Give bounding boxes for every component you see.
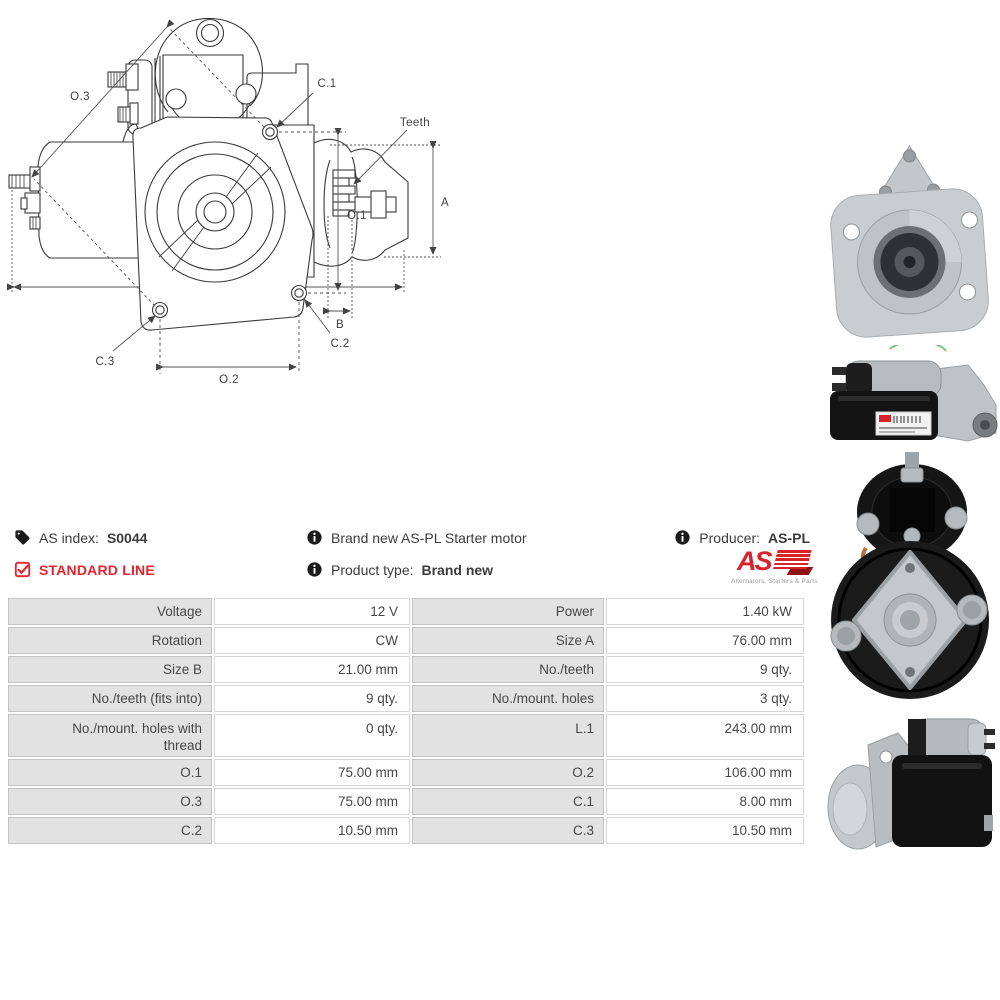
photo-rear-view — [818, 450, 1000, 705]
description-text: Brand new AS-PL Starter motor — [331, 529, 527, 546]
label-teeth: Teeth — [399, 117, 431, 129]
spec-value-cell: 9 qty. — [606, 656, 804, 683]
info-icon — [674, 529, 691, 546]
front-view-drawing — [0, 0, 380, 402]
product-type-label: Product type: — [331, 561, 414, 578]
spec-label-cell: C.2 — [8, 817, 212, 844]
standard-line-row — [14, 561, 155, 578]
spec-label-cell: O.1 — [8, 759, 212, 786]
spec-label-cell: Voltage — [8, 598, 212, 625]
spec-value-cell: 106.00 mm — [606, 759, 804, 786]
label-b: B — [335, 319, 345, 331]
label-o3: O.3 — [70, 91, 90, 103]
spec-value-cell: 8.00 mm — [606, 788, 804, 815]
spec-label-cell: O.2 — [412, 759, 604, 786]
as-index-label: AS index: — [39, 529, 99, 546]
spec-label-cell: Size B — [8, 656, 212, 683]
spec-label-cell: C.1 — [412, 788, 604, 815]
tag-icon — [14, 529, 31, 546]
spec-value-cell: 12 V — [214, 598, 410, 625]
producer-label: Producer: — [699, 529, 760, 546]
spec-value-cell: 243.00 mm — [606, 714, 804, 757]
spec-value-cell: 76.00 mm — [606, 627, 804, 654]
label-o2: O.2 — [219, 374, 239, 386]
spec-label-cell: No./teeth (fits into) — [8, 685, 212, 712]
spec-label-cell: Power — [412, 598, 604, 625]
spec-value-cell: 1.40 kW — [606, 598, 804, 625]
spec-label-cell: No./mount. holes — [412, 685, 604, 712]
description-row — [306, 529, 527, 546]
label-c3: C.3 — [95, 356, 115, 368]
checkbox-icon — [14, 561, 31, 578]
spec-label-cell: Rotation — [8, 627, 212, 654]
spec-value-cell: 75.00 mm — [214, 788, 410, 815]
product-type-value: Brand new — [421, 561, 494, 578]
label-a: A — [441, 197, 450, 209]
spec-value-cell: 75.00 mm — [214, 759, 410, 786]
spec-value-cell: CW — [214, 627, 410, 654]
spec-value-cell: 21.00 mm — [214, 656, 410, 683]
logo-stripes — [772, 550, 811, 572]
spec-label-cell: C.3 — [412, 817, 604, 844]
spec-value-cell: 3 qty. — [606, 685, 804, 712]
info-icon — [306, 529, 323, 546]
as-index-row — [14, 529, 147, 546]
photo-front-view — [818, 140, 1000, 345]
spec-value-cell: 9 qty. — [214, 685, 410, 712]
label-o1: O.1 — [347, 210, 367, 222]
label-c1: C.1 — [317, 78, 337, 90]
producer-row — [674, 529, 810, 546]
product-type-row — [306, 561, 493, 578]
spec-label-cell: O.3 — [8, 788, 212, 815]
spec-value-cell: 10.50 mm — [214, 817, 410, 844]
as-pl-logo — [731, 546, 818, 585]
producer-value: AS-PL — [768, 529, 810, 546]
spec-label-cell: No./teeth — [412, 656, 604, 683]
spec-value-cell: 0 qty. — [214, 714, 410, 757]
as-index-value: S0044 — [106, 529, 148, 546]
spec-value-cell: 10.50 mm — [606, 817, 804, 844]
spec-table — [8, 598, 810, 844]
spec-label-cell: L.1 — [412, 714, 604, 757]
photo-side-view — [818, 345, 1000, 448]
logo-text: AS — [737, 546, 771, 576]
spec-label-cell: No./mount. holes with thread — [8, 714, 212, 757]
starter-front-outline — [133, 18, 313, 330]
label-c2: C.2 — [330, 338, 350, 350]
standard-line-label: STANDARD LINE — [39, 561, 155, 578]
info-icon — [306, 561, 323, 578]
photo-angled-view — [818, 707, 1000, 867]
logo-tagline: Alternators, Starters & Parts — [731, 578, 818, 585]
spec-label-cell: Size A — [412, 627, 604, 654]
